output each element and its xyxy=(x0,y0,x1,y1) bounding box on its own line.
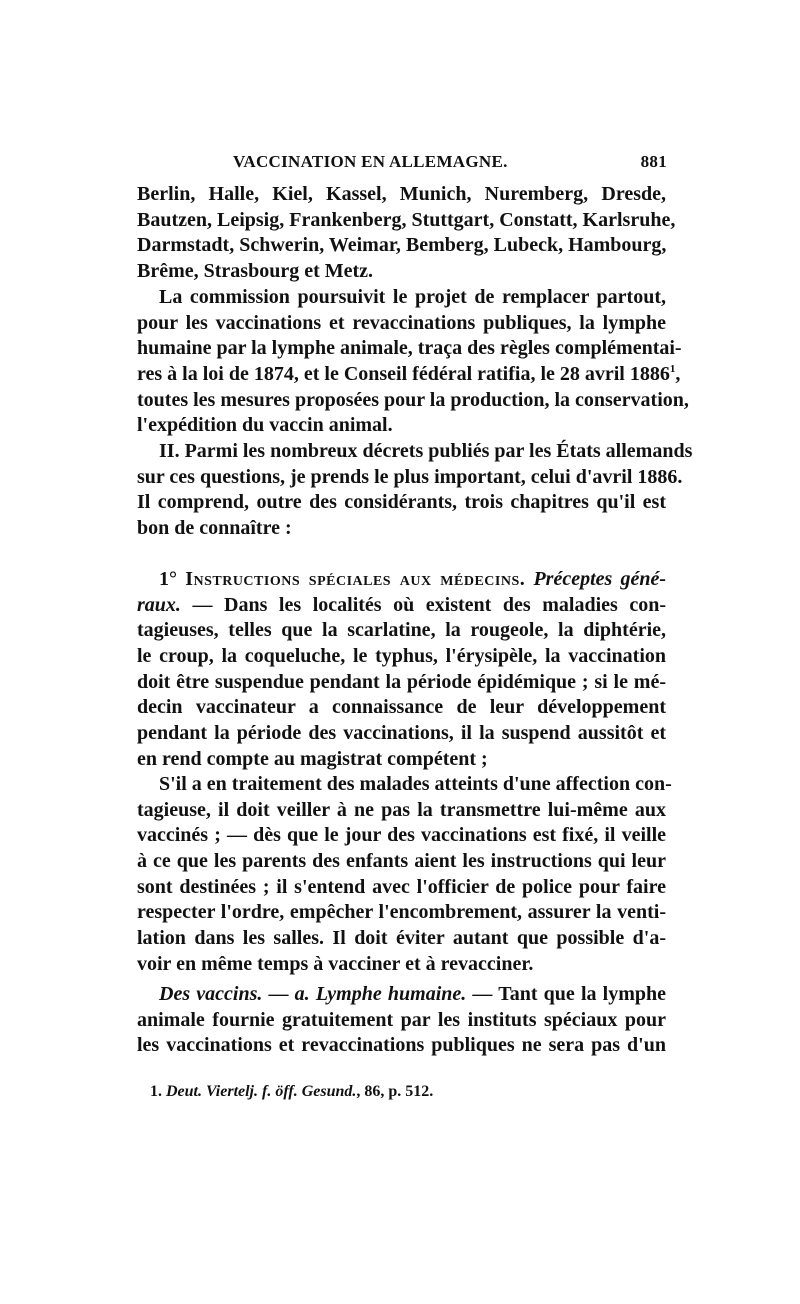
footnote-number: 1. xyxy=(150,1083,162,1100)
section-heading: Des vaccins. xyxy=(159,983,263,1005)
footnote-reference: 1 xyxy=(669,363,676,376)
text-line: Darmstadt, Schwerin, Weimar, Bemberg, Lubeck, Hambourg, xyxy=(137,234,667,257)
text-line: toutes les mesures proposées pour la production, la conservation, xyxy=(137,388,689,411)
section-heading-line xyxy=(137,567,666,593)
running-title: VACCINATION EN ALLEMAGNE. xyxy=(233,152,508,171)
section-heading: Instructions spéciales aux médecins. xyxy=(185,568,526,590)
text-line: decin vaccinateur a connaissance de leur développement xyxy=(137,696,666,719)
text-line: pour les vaccinations et revaccinations publiques, la lymphe xyxy=(137,311,666,334)
text-fragment: res à la loi de 1874, et le Conseil fédéral ratifia, le 28 avril 1886 xyxy=(137,363,670,386)
text-line: le croup, la coqueluche, le typhus, l'érysipèle, la vaccination xyxy=(137,645,666,668)
section-number: 1° xyxy=(159,568,177,590)
text-line: doit être suspendue pendant la période épidémique ; si le mé- xyxy=(137,670,666,693)
text-line: respecter l'ordre, empêcher l'encombrement, assurer la venti- xyxy=(137,901,666,924)
text-line: humaine par la lymphe animale, traça des règles complémentai- xyxy=(137,337,682,360)
text-line: II. Parmi les nombreux décrets publiés par les États allemands xyxy=(159,440,693,462)
text-line: bon de connaître : xyxy=(137,517,292,540)
text-fragment: — Dans les localités où existent des maladies con- xyxy=(192,593,667,616)
text-line: La commission poursuivit le projet de remplacer partout, xyxy=(159,286,666,308)
text-line-with-note xyxy=(137,362,681,388)
page-number: 881 xyxy=(640,152,667,171)
text-line: Il comprend, outre des considérants, trois chapitres qu'il est xyxy=(137,491,666,514)
text-line: Bautzen, Leipsig, Frankenberg, Stuttgart, Constatt, Karlsruhe, xyxy=(137,208,676,231)
text-fragment: — Tant que la lymphe xyxy=(466,983,666,1005)
text-line: lation dans les salles. Il doit éviter autant que possible d'a- xyxy=(137,927,666,950)
text-line: S'il a en traitement des malades atteints d'une affection con- xyxy=(159,773,672,795)
text-line: tagieuses, telles que la scarlatine, la rougeole, la diphtérie, xyxy=(137,619,666,642)
text-line: en rend compte au magistrat compétent ; xyxy=(137,747,488,770)
footnote-source: Deut. Viertelj. f. öff. Gesund. xyxy=(166,1083,357,1100)
text-line: pendant la période des vaccinations, il la suspend aussitôt et xyxy=(137,722,666,745)
section-des-vaccins xyxy=(137,982,666,1059)
footnote xyxy=(150,1083,433,1101)
text-line: à ce que les parents des enfants aient les instructions qui leur xyxy=(137,850,666,873)
section-subheading: a. Lymphe humaine. xyxy=(294,983,467,1005)
text-line: Brême, Strasbourg et Metz. xyxy=(137,260,374,283)
text-line: l'expédition du vaccin animal. xyxy=(137,414,393,437)
section-instructions-medecins xyxy=(137,567,666,773)
text-line: animale fournie gratuitement par les instituts spéciaux pour xyxy=(137,1008,666,1031)
text-line xyxy=(137,593,666,619)
text-line: vaccinés ; — dès que le jour des vaccinations est fixé, il veille xyxy=(137,824,666,847)
text-line: voir en même temps à vacciner et à revacciner. xyxy=(137,952,534,975)
text-line: Berlin, Halle, Kiel, Kassel, Munich, Nuremberg, Dresde, xyxy=(137,183,666,205)
text-line: tagieuse, il doit veiller à ne pas la transmettre lui-même aux xyxy=(137,798,666,821)
text-line: sont destinées ; il s'entend avec l'officier de police pour faire xyxy=(137,875,666,898)
paragraph-decrees xyxy=(137,439,693,542)
section-subheading-end: raux. xyxy=(137,593,181,616)
punctuation: — xyxy=(262,983,295,1005)
text-line: les vaccinations et revaccinations publiques ne sera pas d'un xyxy=(137,1034,666,1057)
footnote-citation: , 86, p. 512. xyxy=(356,1083,434,1100)
punctuation: , xyxy=(675,363,681,386)
section-heading-line xyxy=(137,982,666,1008)
paragraph-city-list xyxy=(137,182,676,285)
text-line: sur ces questions, je prends le plus important, celui d'avril 1886. xyxy=(137,465,683,488)
paragraph-commission xyxy=(137,285,689,439)
paragraph-contagious-patients xyxy=(137,772,672,978)
section-subheading: Préceptes géné- xyxy=(533,568,667,590)
